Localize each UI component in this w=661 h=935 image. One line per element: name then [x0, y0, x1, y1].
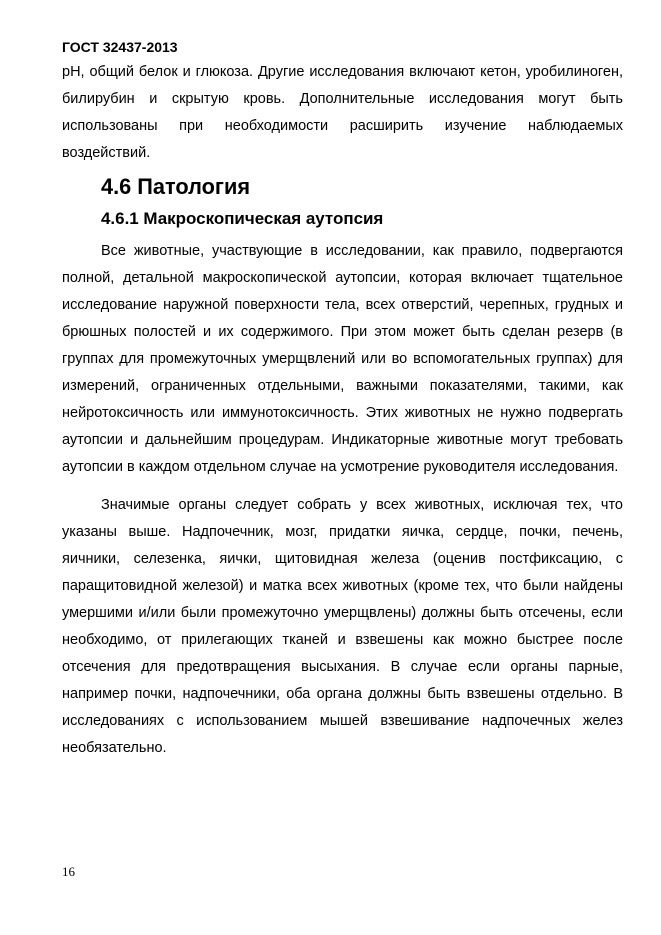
document-body — [62, 59, 623, 762]
section-heading: 4.6 Патология — [101, 174, 251, 199]
standard-header: ГОСТ 32437-2013 — [62, 39, 178, 55]
subsection-heading: 4.6.1 Макроскопическая аутопсия — [101, 209, 384, 228]
paragraph-organs: Значимые органы следует собрать у всех животных, исключая тех, что указаны выше. Надпочечник, мозг, придатки яичка, сердце, почки, печень, яичники, селезенка, яички, щитовидная железа (оценив постфиксацию, с паращитовидной железой) и матка всех животных (кроме тех, что были найдены умершими и/или были промежуточно умерщвлены) должны быть отсечены, если необходимо, от прилегающих тканей и взвешены как можно быстрее после отсечения для предотвращения высыхания. В случае если органы парные, например почки, надпочечники, оба органа должны быть взвешены отдельно. В исследованиях с использованием мышей взвешивание надпочечных желез необязательно. — [62, 497, 623, 756]
paragraph-autopsy: Все животные, участвующие в исследовании, как правило, подвергаются полной, детальной макроскопической аутопсии, которая включает тщательное исследование наружной поверхности тела, всех отверстий, черепных, грудных и брюшных полостей и их содержимого. При этом может быть сделан резерв (в группах для промежуточных умерщвлений или во вспомогательных группах) для измерений, ограниченных отдельными, важными показателями, такими, как нейротоксичность или иммунотоксичность. Этих животных не нужно подвергать аутопсии и дальнейшим процедурам. Индикаторные животные могут требовать аутопсии в каждом отдельном случае на усмотрение руководителя исследования. — [62, 243, 623, 475]
page-number: 16 — [62, 864, 75, 879]
paragraph-continuation: рН, общий белок и глюкоза. Другие исследования включают кетон, уробилиноген, билирубин и скрытую кровь. Дополнительные исследования могут быть использованы при необходимости расширить изучение наблюдаемых воздействий. — [62, 64, 623, 161]
